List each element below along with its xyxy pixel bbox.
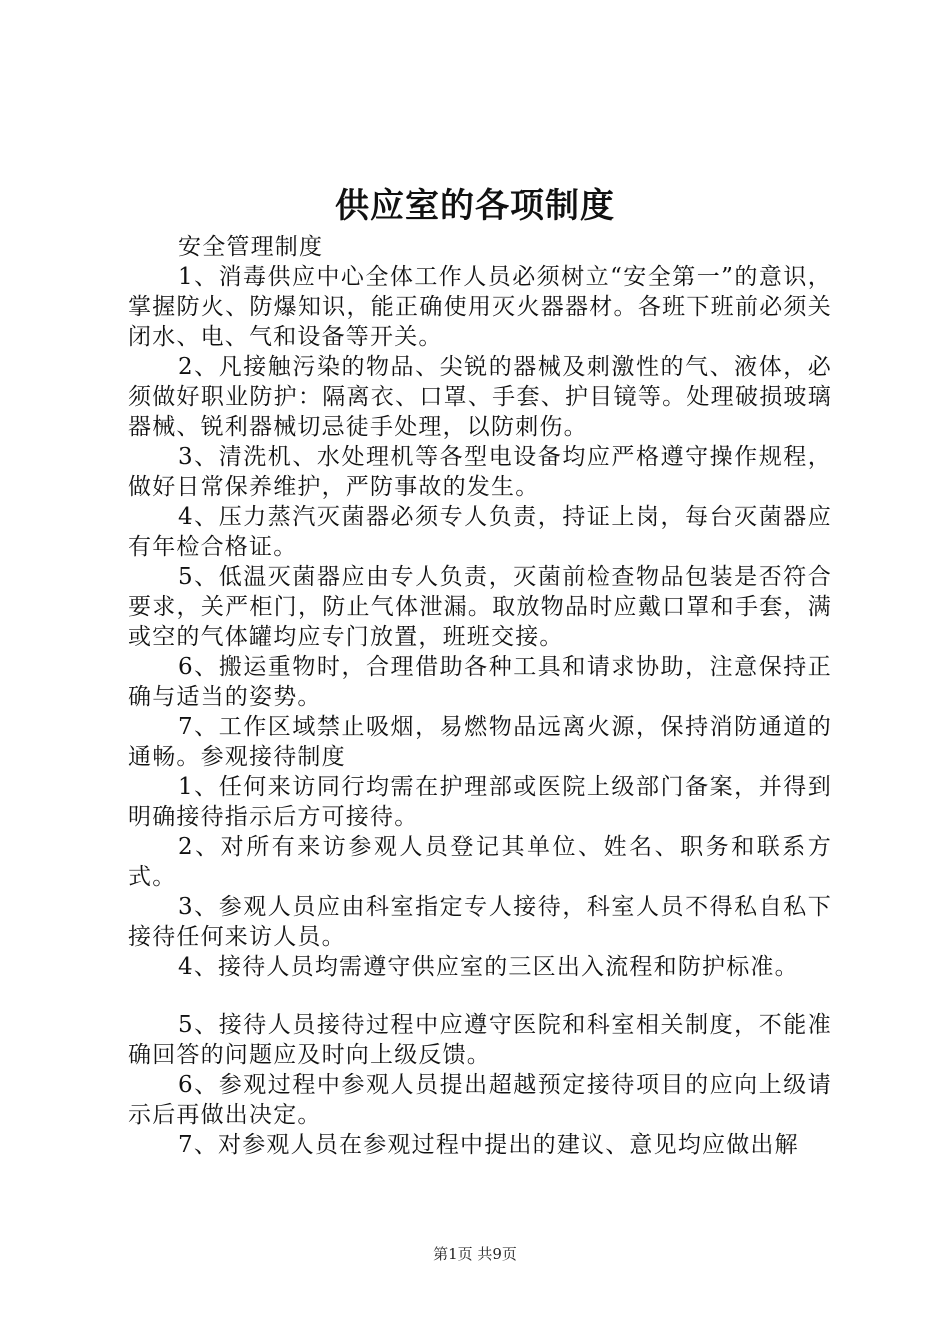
- paragraph: 7、工作区域禁止吸烟，易燃物品远离火源，保持消防通道的通畅。参观接待制度: [128, 714, 832, 770]
- paragraph: 4、压力蒸汽灭菌器必须专人负责，持证上岗，每台灭菌器应有年检合格证。: [128, 504, 832, 560]
- paragraph: 1、消毒供应中心全体工作人员必须树立“安全第一”的意识，掌握防火、防爆知识，能正确使用灭火器器材。各班下班前必须关闭水、电、气和设备等开关。: [128, 264, 832, 350]
- paragraph: 6、搬运重物时，合理借助各种工具和请求协助，注意保持正确与适当的姿势。: [128, 654, 832, 710]
- paragraph: 5、低温灭菌器应由专人负责，灭菌前检查物品包装是否符合要求，关严柜门，防止气体泄漏。取放物品时应戴口罩和手套，满或空的气体罐均应专门放置，班班交接。: [128, 564, 832, 650]
- page-number: 第1页 共9页: [433, 1245, 517, 1263]
- section-heading-safety: 安全管理制度: [178, 234, 324, 260]
- paragraph: 4、接待人员均需遵守供应室的三区出入流程和防护标准。: [178, 954, 799, 980]
- paragraph: 6、参观过程中参观人员提出超越预定接待项目的应向上级请示后再做出决定。: [128, 1072, 832, 1128]
- paragraph: 1、任何来访同行均需在护理部或医院上级部门备案，并得到明确接待指示后方可接待。: [128, 774, 832, 830]
- document-title: 供应室的各项制度: [335, 186, 615, 226]
- paragraph: 3、参观人员应由科室指定专人接待，科室人员不得私自私下接待任何来访人员。: [128, 894, 832, 950]
- paragraph: 5、接待人员接待过程中应遵守医院和科室相关制度，不能准确回答的问题应及时向上级反馈。: [128, 1012, 832, 1068]
- paragraph: 2、凡接触污染的物品、尖锐的器械及刺激性的气、液体，必须做好职业防护：隔离衣、口罩、手套、护目镜等。处理破损玻璃器械、锐利器械切忌徒手处理，以防刺伤。: [128, 354, 832, 440]
- blank-line: [128, 982, 832, 1010]
- paragraph: 7、对参观人员在参观过程中提出的建议、意见均应做出解: [178, 1132, 799, 1158]
- paragraph: 2、对所有来访参观人员登记其单位、姓名、职务和联系方式。: [128, 834, 832, 890]
- document-body: [128, 232, 832, 1160]
- paragraph: 3、清洗机、水处理机等各型电设备均应严格遵守操作规程，做好日常保养维护，严防事故的发生。: [128, 444, 832, 500]
